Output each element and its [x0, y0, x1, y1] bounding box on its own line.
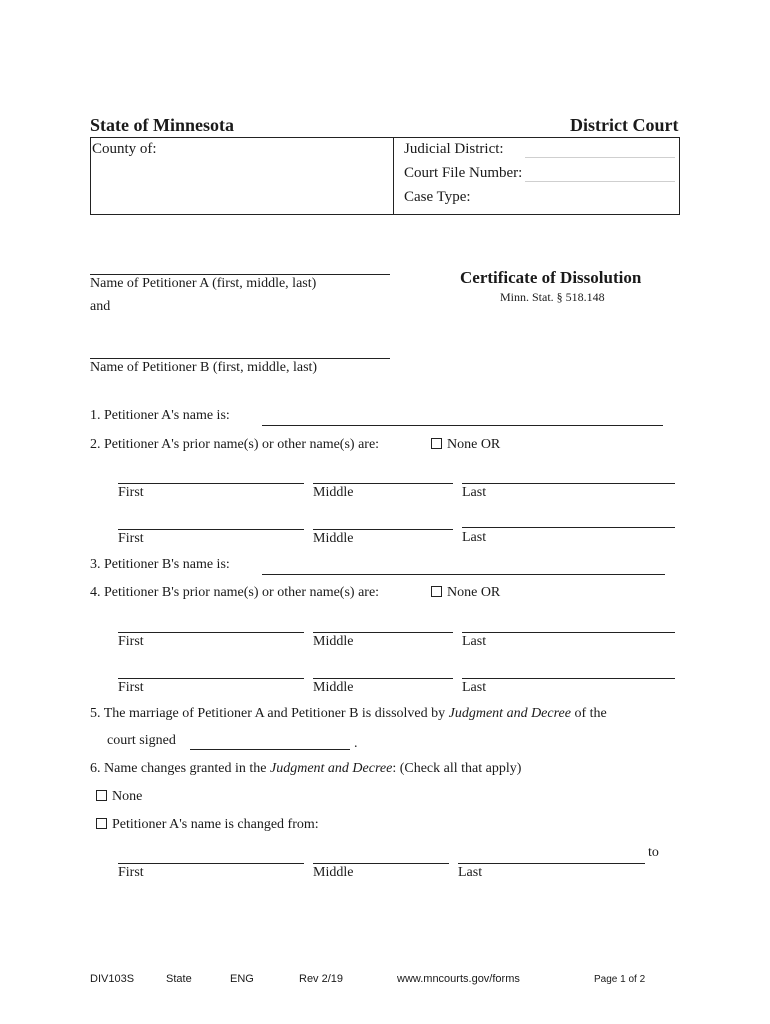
item-6-text — [90, 761, 521, 777]
petitioner-a-name-field[interactable] — [262, 425, 663, 426]
petitioner-a-label: Name of Petitioner A (first, middle, last) — [90, 276, 317, 291]
case-type-label: Case Type: — [404, 189, 471, 205]
a-prior-1-middle-line[interactable] — [313, 483, 453, 484]
footer-form-id: DIV103S — [90, 973, 135, 985]
item-2-none-checkbox[interactable] — [431, 438, 442, 449]
item-1-label: 1. Petitioner A's name is: — [90, 408, 230, 423]
item-4-none-option[interactable] — [431, 585, 500, 601]
item-6-none-checkbox[interactable] — [96, 790, 107, 801]
a-prior-1-last-label: Last — [462, 485, 487, 500]
b-prior-1-last-line[interactable] — [462, 632, 675, 633]
footer-page-number: Page 1 of 2 — [594, 974, 646, 985]
change-from-first-line[interactable] — [118, 863, 304, 864]
item-2-none-text: None OR — [447, 437, 501, 452]
court-signed-date-field[interactable] — [190, 749, 350, 750]
item-4-none-checkbox[interactable] — [431, 586, 442, 597]
change-from-last-label: Last — [458, 865, 483, 880]
item-6-text-italic: Judgment and Decree — [270, 761, 393, 776]
judicial-district-label: Judicial District: — [404, 141, 504, 157]
change-from-middle-label: Middle — [313, 865, 354, 880]
item-3-label: 3. Petitioner B's name is: — [90, 557, 230, 572]
petitioner-b-name-field[interactable] — [262, 574, 665, 575]
item-5-text-post: of the — [570, 706, 607, 721]
b-prior-1-first-label: First — [118, 634, 144, 649]
a-prior-1-first-label: First — [118, 485, 144, 500]
change-from-first-label: First — [118, 865, 144, 880]
footer-url: www.mncourts.gov/forms — [397, 973, 520, 985]
b-prior-2-first-label: First — [118, 680, 144, 695]
court-signed-label: court signed — [107, 733, 176, 748]
petitioner-b-name-line[interactable] — [90, 358, 390, 359]
item-5-text-pre: 5. The marriage of Petitioner A and Petitioner B is dissolved by — [90, 706, 449, 721]
b-prior-2-first-line[interactable] — [118, 678, 304, 679]
b-prior-1-middle-label: Middle — [313, 634, 354, 649]
a-prior-2-middle-line[interactable] — [313, 529, 453, 530]
item-6-none-option[interactable] — [96, 789, 142, 805]
item-6-none-text: None — [112, 789, 143, 804]
change-from-middle-line[interactable] — [313, 863, 449, 864]
form-title: Certificate of Dissolution — [460, 268, 642, 287]
footer-language: ENG — [230, 973, 254, 985]
b-prior-2-middle-line[interactable] — [313, 678, 453, 679]
item-2-label: 2. Petitioner A's prior name(s) or other name(s) are: — [90, 437, 380, 452]
b-prior-1-last-label: Last — [462, 634, 487, 649]
b-prior-2-last-label: Last — [462, 680, 487, 695]
item-6-text-pre: 6. Name changes granted in the — [90, 761, 270, 776]
a-prior-1-last-line[interactable] — [462, 483, 675, 484]
statute-reference: Minn. Stat. § 518.148 — [500, 290, 605, 304]
name-change-a-option[interactable] — [96, 817, 319, 833]
a-prior-2-middle-label: Middle — [313, 531, 354, 546]
judicial-district-field[interactable] — [525, 157, 675, 158]
to-text: to — [648, 845, 659, 860]
court-file-number-label: Court File Number: — [404, 165, 523, 181]
court-signed-period: . — [354, 736, 358, 751]
a-prior-1-middle-label: Middle — [313, 485, 354, 500]
caption-box — [90, 137, 680, 215]
name-change-a-text: Petitioner A's name is changed from: — [112, 817, 319, 832]
court-heading: District Court — [570, 115, 679, 135]
a-prior-2-last-label: Last — [462, 530, 487, 545]
a-prior-2-first-line[interactable] — [118, 529, 304, 530]
name-change-a-checkbox[interactable] — [96, 818, 107, 829]
court-file-number-field[interactable] — [525, 181, 675, 182]
b-prior-2-last-line[interactable] — [462, 678, 675, 679]
item-6-text-post: : (Check all that apply) — [392, 761, 522, 776]
county-label: County of: — [92, 141, 157, 157]
item-4-label: 4. Petitioner B's prior name(s) or other name(s) are: — [90, 585, 380, 600]
item-5-text — [90, 706, 607, 722]
footer-revision: Rev 2/19 — [299, 973, 344, 985]
item-5-text-italic: Judgment and Decree — [448, 706, 571, 721]
b-prior-1-first-line[interactable] — [118, 632, 304, 633]
item-2-none-option[interactable] — [431, 437, 500, 453]
b-prior-1-middle-line[interactable] — [313, 632, 453, 633]
change-from-last-line[interactable] — [458, 863, 645, 864]
a-prior-2-last-line[interactable] — [462, 527, 675, 528]
state-heading: State of Minnesota — [90, 115, 234, 135]
caption-divider — [393, 137, 394, 215]
petitioner-a-name-line[interactable] — [90, 274, 390, 275]
a-prior-2-first-label: First — [118, 531, 144, 546]
and-text: and — [90, 299, 111, 314]
a-prior-1-first-line[interactable] — [118, 483, 304, 484]
b-prior-2-middle-label: Middle — [313, 680, 354, 695]
petitioner-b-label: Name of Petitioner B (first, middle, last) — [90, 360, 318, 375]
item-4-none-text: None OR — [447, 585, 501, 600]
footer-scope: State — [166, 973, 192, 985]
